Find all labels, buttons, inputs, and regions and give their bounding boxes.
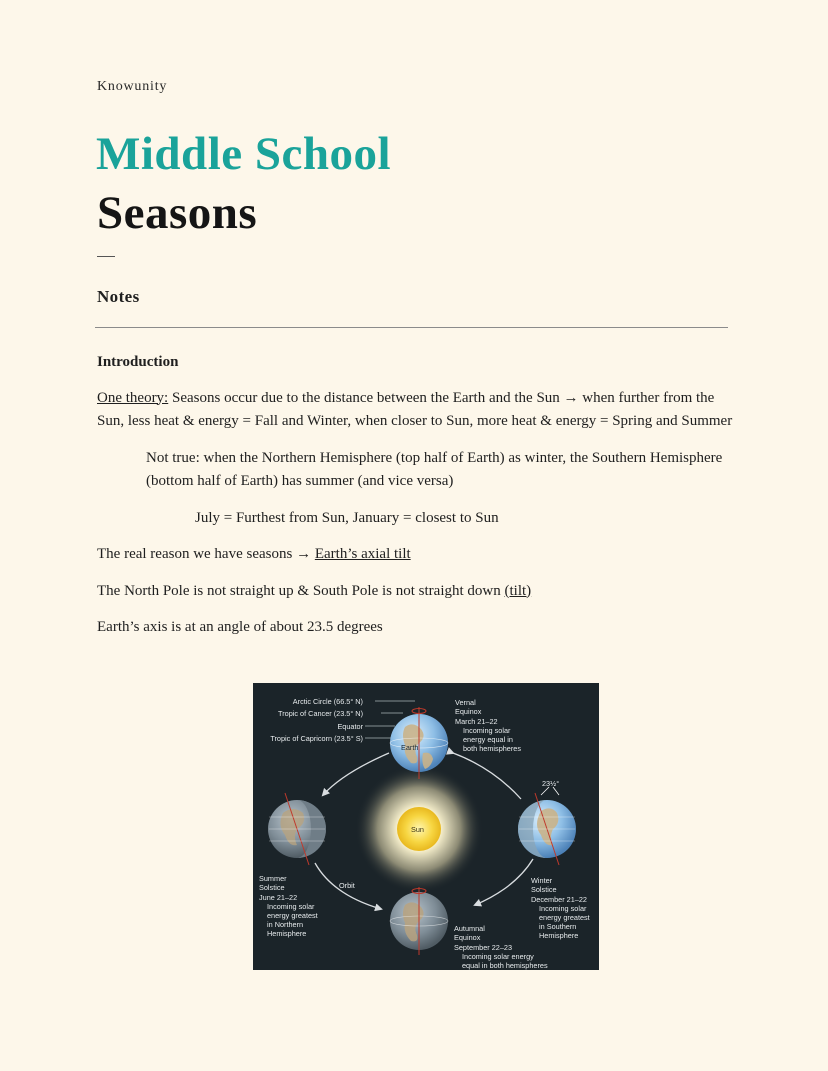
tropic-capricorn-label: Tropic of Capricorn (23.5° S) xyxy=(270,734,363,743)
intro-heading: Introduction xyxy=(97,354,179,370)
real-reason-line xyxy=(97,543,733,567)
section-divider xyxy=(95,327,728,328)
title-divider xyxy=(97,256,115,257)
notes-body xyxy=(97,351,733,640)
earth-vernal-globe xyxy=(390,707,448,779)
title-subject: Middle School xyxy=(96,128,392,180)
north-pole-line xyxy=(97,580,733,604)
tropic-cancer-label: Tropic of Cancer (23.5° N) xyxy=(278,709,363,718)
orbit-arrow-bottom-right xyxy=(475,859,533,905)
earth-summer-globe xyxy=(268,793,326,865)
summer-solstice-label xyxy=(259,865,318,948)
summer-solstice-desc: Incoming solar energy greatest in Northern Hemisphere xyxy=(267,901,318,939)
arctic-circle-label: Arctic Circle (66.5° N) xyxy=(292,697,363,706)
axis-angle-line: Earth’s axis is at an angle of about 23.5 degrees xyxy=(97,619,383,635)
brand-name: Knowunity xyxy=(97,79,168,94)
north-pole-text: The North Pole is not straight up & South Pole is not straight down xyxy=(97,582,505,599)
seasons-diagram xyxy=(253,683,599,970)
equator-label: Equator xyxy=(337,722,363,731)
winter-solstice-desc: Incoming solar energy greatest in Southern Hemisphere xyxy=(539,903,590,941)
theory-paragraph xyxy=(97,387,733,434)
theory-text: Seasons occur due to the distance between the Earth and the Sun → when further from the Sun, less heat & energy = Fall and Winter, when closer to Sun, more heat & energy = Spring and Summer xyxy=(97,389,733,429)
earth-label: Earth xyxy=(401,743,419,752)
section-label: Notes xyxy=(97,287,140,306)
sun-label: Sun xyxy=(411,825,424,834)
orbit-label: Orbit xyxy=(339,881,355,890)
tilt-angle-label: 23½° xyxy=(542,779,560,788)
theory-label: One theory: xyxy=(97,389,169,406)
autumnal-equinox-label xyxy=(454,915,548,970)
real-reason-prefix: The real reason we have seasons → xyxy=(97,546,315,562)
axial-tilt-term: Earth’s axial tilt xyxy=(314,546,411,562)
summer-solstice-name: Summer Solstice June 21–22 xyxy=(259,874,298,902)
vernal-equinox-desc: Incoming solar energy equal in both hemispheres xyxy=(463,725,522,754)
earth-autumnal-globe xyxy=(390,887,448,955)
title-topic: Seasons xyxy=(97,187,258,239)
vernal-equinox-name: Vernal Equinox March 21–22 xyxy=(455,698,498,726)
autumnal-equinox-name: Autumnal Equinox September 22–23 xyxy=(454,924,513,952)
vernal-equinox-label xyxy=(455,689,521,763)
tilt-term: (tilt) xyxy=(504,582,532,599)
autumnal-equinox-desc: Incoming solar energy equal in both hemispheres xyxy=(462,951,548,970)
july-note: July = Furthest from Sun, January = closest to Sun xyxy=(195,509,499,526)
winter-solstice-name: Winter Solstice December 21–22 xyxy=(531,876,587,904)
not-true-paragraph: Not true: when the Northern Hemisphere (top half of Earth) as winter, the Southern Hemisphere (bottom half of Earth) has summer (and vice versa) xyxy=(146,449,723,489)
earth-winter-globe xyxy=(518,787,576,865)
